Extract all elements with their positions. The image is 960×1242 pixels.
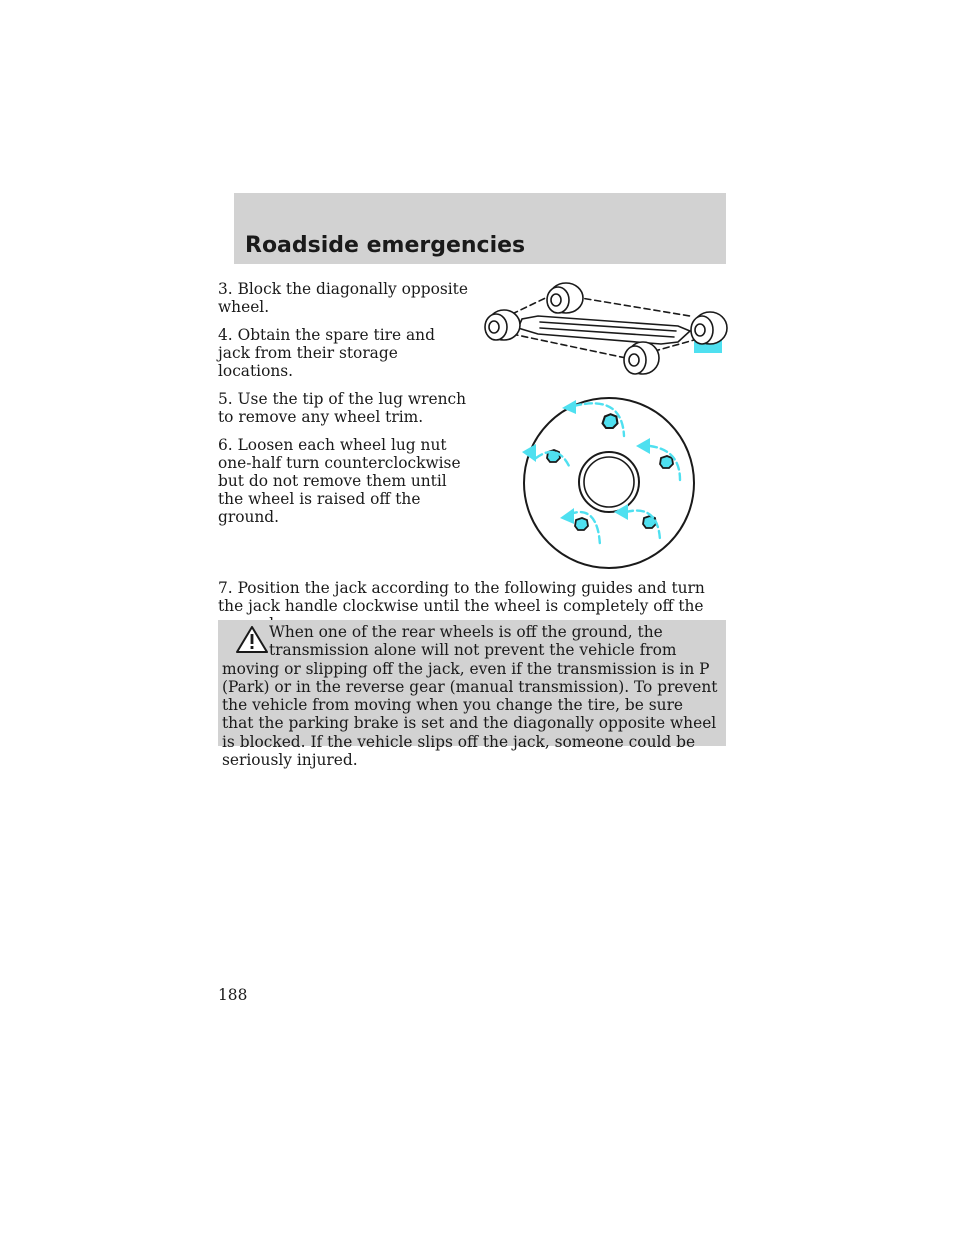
step-6: 6. Loosen each wheel lug nut one-half turn counterclockwise but do not remove them until the wheel is raised off the ground. [218,436,461,526]
instruction-steps [218,280,470,536]
wheel-block-diagram [478,282,734,380]
step-3: 3. Block the diagonally opposite wheel. [218,280,468,316]
step-7: 7. Position the jack according to the following guides and turn the jack handle clockwise until the wheel is completely off the [218,579,705,615]
step-5: 5. Use the tip of the lug wrench to remove any wheel trim. [218,390,467,426]
page-number: 188 [218,986,248,1004]
section-header [234,193,726,264]
lug-nut-loosen-diagram [510,384,720,570]
warning-text: When one of the rear wheels is off the ground, the transmission alone will not prevent the vehicle from moving or slipping off the jack, even if the transmission is in P (Park) or in the reverse gear (manual transmission). To prevent the vehicle from moving when you change the tire, be sure that the parking brake is set and the diagonally opposite wheel is blocked. If the vehicle slips off the jack, someone could be seriously injured. [222,623,718,770]
section-title: Roadside emergencies [245,233,526,258]
warning-box [218,620,726,770]
step-4: 4. Obtain the spare tire and jack from their storage locations. [218,326,435,380]
